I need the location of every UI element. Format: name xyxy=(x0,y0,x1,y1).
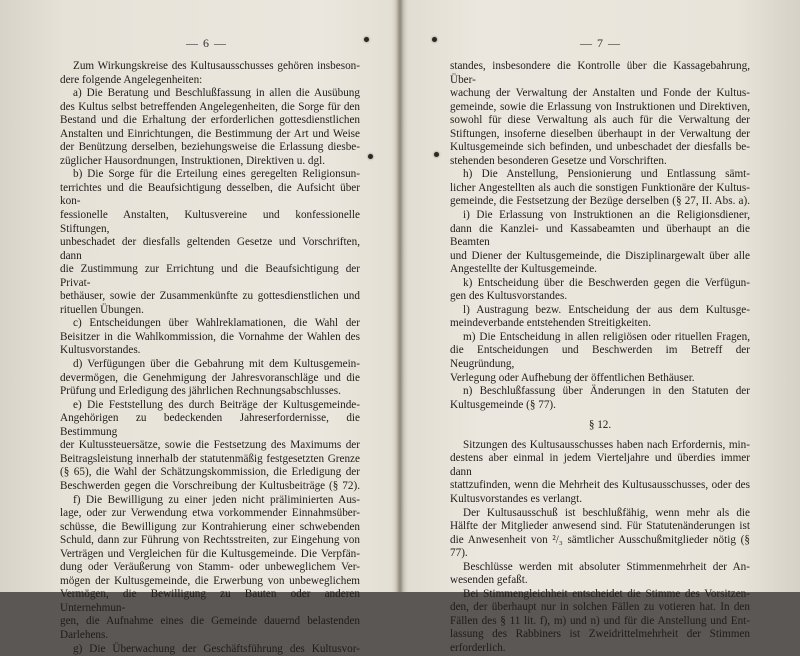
text-line: Schuld, dann zur Führung von Rechtsstreiten, zur Eingehung von xyxy=(60,534,360,547)
text-line: Anstalten und Einrichtungen, die Bestimmung der Art und Weise xyxy=(60,127,360,140)
text-line: Fällen des § 11 lit. f), m) und n) und für die Anstellung und Ent- xyxy=(450,614,750,627)
text-line: n) Beschlußfassung über Änderungen in den Statuten der xyxy=(463,385,750,398)
text-line: Beschlüsse werden mit absoluter Stimmenmehrheit der An- xyxy=(463,560,750,573)
text-line: Zum Wirkungskreise des Kultusausschusses gehören insbeson- xyxy=(73,60,360,72)
text-line: rituellen Übungen. xyxy=(60,303,144,316)
text-line: der Benützung derselben, beziehungsweise die Erlassung diesbe- xyxy=(60,141,360,154)
right-page-text xyxy=(450,60,750,656)
text-line: k) Entscheidung über die Beschwerden gegen die Verfügun- xyxy=(463,276,750,289)
text-line: lassung des Rabbiners ist Zweidrittelmehrheit der Stimmen erforderlich. xyxy=(450,628,750,654)
text-line: (§ 65), die Wahl der Schätzungskommission, die Erledigung der xyxy=(60,466,360,479)
text-line: meindeverbande entstehenden Streitigkeiten. xyxy=(450,317,651,330)
text-line: lage, oder zur Verwendung etwa vorkommender Einnahmsüber- xyxy=(60,507,360,520)
text-line: Sitzungen des Kultusausschusses haben nach Erfordernis, min- xyxy=(463,438,750,451)
text-line: wesenden gefaßt. xyxy=(450,574,528,587)
text-line: Bei Stimmengleichheit entscheidet die Stimme des Vorsitzen- xyxy=(463,587,750,600)
text-line: Bestand und die Erhaltung der erforderlichen gottesdienstlichen xyxy=(60,114,360,127)
text-line: bethäuser, sowie der Zusammenkünfte zu gottesdienstlichen und xyxy=(60,290,360,303)
text-line: die Zustimmung zur Errichtung und die Beaufsichtigung der Privat- xyxy=(60,263,360,289)
text-line: c) Entscheidungen über Wahlreklamationen, die Wahl der xyxy=(73,317,360,330)
text-line: die Entscheidungen und Beschwerden im Betreff der Neugründung, xyxy=(450,344,750,371)
text-line: f) Die Bewilligung zu einer jeden nicht präliminierten Aus- xyxy=(73,493,360,506)
text-line: und Diener der Kultusgemeinde, die Disziplinargewalt über alle xyxy=(450,249,750,262)
text-line: e) Die Feststellung des durch Beiträge der Kultusgemeinde- xyxy=(73,398,360,411)
text-line: mögen der Kultusgemeinde, die Erwerbung von unbeweglichem xyxy=(60,574,360,587)
text-line: dann die Kanzlei- und Kassabeamten und überhaupt an die Beamten xyxy=(450,222,750,249)
text-line: Darlehens. xyxy=(60,628,109,641)
text-line: destens aber einmal in jedem Vierteljahre und überdies immer dann xyxy=(450,452,750,478)
text-line: den, der überhaupt nur in solchen Fällen zu votieren hat. In den xyxy=(450,601,750,614)
text-line: terrichtes und die Beaufsichtigung desselben, die Aufsicht über kon- xyxy=(60,181,360,208)
text-line: gen, die Aufnahme eines die Gemeinde dauernd belastenden xyxy=(60,615,360,628)
text-line: Beisitzer in die Wahlkommission, die Vornahme der Wahlen des xyxy=(60,330,360,343)
text-line: fessionelle Anstalten, Kultusvereine und konfessionelle Stiftungen, xyxy=(60,209,360,235)
text-line: die Anwesenheit von ²/₃ sämtlicher Ausschußmitglieder nötig (§ 77). xyxy=(450,533,750,560)
text-line: stattzufinden, wenn die Mehrheit des Kultusausschusses, oder des xyxy=(450,479,750,492)
text-line: Kultusvorstandes es verlangt. xyxy=(450,492,583,505)
text-line: b) Die Sorge für die Erteilung eines geregelten Religionsun- xyxy=(73,168,360,181)
text-line: Vermögen, die Bewilligung zu Bauten oder anderen Unternehmun- xyxy=(60,588,360,614)
staple-hole-icon xyxy=(434,152,439,157)
text-line: Kultusgemeinde sich befinden, und unbeschadet der diesfalls be- xyxy=(450,141,750,154)
text-line: der Kultussteuersätze, sowie die Festsetzung des Maximums der xyxy=(60,439,360,452)
text-line: l) Austragung bezw. Entscheidung der aus dem Kultusge- xyxy=(463,303,750,316)
text-line: wachung der Verwaltung der Anstalten und Fonde der Kultus- xyxy=(450,87,750,100)
text-line: devermögen, die Genehmigung der Jahresvoranschläge und die xyxy=(60,371,360,384)
text-line: Kultusvorstandes. xyxy=(60,344,141,357)
text-line: Angestellte der Kultusgemeinde. xyxy=(450,263,597,276)
text-line: gen des Kultusvorstandes. xyxy=(450,290,568,303)
text-line: Der Kultusausschuß ist beschlußfähig, wenn mehr als die xyxy=(463,506,750,519)
text-line: d) Verfügungen über die Gebahrung mit dem Kultusgemein- xyxy=(73,358,360,371)
text-line: g) Die Überwachung der Geschäftsführung des Kultusvor- xyxy=(73,642,360,655)
text-line: unbeschadet der diesfalls geltenden Gesetze und Vorschriften, dann xyxy=(60,236,360,262)
page-number-left: — 6 — xyxy=(186,36,227,50)
text-line: a) Die Beratung und Beschlußfassung in allen die Ausübung xyxy=(73,87,360,100)
text-line: züglicher Hausordnungen, Instruktionen, Direktiven u. dgl. xyxy=(60,154,326,167)
text-line: dere folgende Angelegenheiten: xyxy=(60,73,203,86)
text-line: Stiftungen, insoferne dieselben überhaupt in der Verwaltung der xyxy=(450,127,750,140)
text-line: schüsse, die Bewilligung zur Kontrahierung einer schwebenden xyxy=(60,520,360,533)
text-line: licher Angestellten als auch die sonstigen Funktionäre der Kultus- xyxy=(450,181,750,194)
text-line: Beitragsleistung innerhalb der statutenmäßig festgesetzten Grenze xyxy=(60,452,360,465)
text-line: Kultusgemeinde (§ 77). xyxy=(450,398,556,411)
paragraphs-after-section xyxy=(450,439,750,656)
text-line: Angehörigen zu bedeckenden Jahreserfordernisse, die Bestimmung xyxy=(60,412,360,438)
section-heading: § 12. xyxy=(588,419,612,432)
text-line: Verlegung oder Aufhebung der öffentlichen Bethäuser. xyxy=(450,371,695,384)
text-line: i) Die Erlassung von Instruktionen an die Religionsdiener, xyxy=(463,209,750,222)
staple-hole-icon xyxy=(432,37,437,42)
text-line: des Kultus selbst betreffenden Angelegenheiten, die Sorge für den xyxy=(60,100,360,113)
right-page xyxy=(402,0,800,654)
text-line: Prüfung und Erledigung des jährlichen Rechnungsabschlusses. xyxy=(60,385,341,398)
staple-hole-icon xyxy=(368,154,373,159)
text-line: Verträgen und Vergleichen für die Kultusgemeinde. Die Verpfän- xyxy=(60,547,360,560)
page-number-right: — 7 — xyxy=(580,36,621,50)
text-line: gemeinde, sowie die Erlassung von Instruktionen und Direktiven, xyxy=(450,100,750,113)
text-line: stehenden besonderen Gesetze und Vorschriften. xyxy=(450,154,667,167)
text-line: standes, insbesondere die Kontrolle über die Kassagebahrung, Über- xyxy=(450,60,750,86)
left-page xyxy=(0,0,398,655)
paragraphs-before-section xyxy=(450,60,750,412)
text-line: Beschwerden gegen die Vorschreibung der Kultusbeiträge (§ 72). xyxy=(60,479,360,492)
text-line: sowohl für diese Verwaltung als auch für die Verwaltung der xyxy=(450,114,750,127)
text-line: dung oder Veräußerung von Stamm- oder unbeweglichem Ver- xyxy=(60,561,360,574)
staple-hole-icon xyxy=(364,37,369,42)
text-line: m) Die Entscheidung in allen religiösen oder rituellen Fragen, xyxy=(463,330,750,343)
text-line: gemeinde, die Festsetzung der Bezüge derselben (§ 27, II. Abs. a). xyxy=(450,195,750,208)
text-line: Hälfte der Mitglieder anwesend sind. Für Statutenänderungen ist xyxy=(450,520,750,533)
left-page-text xyxy=(60,60,360,656)
text-line: h) Die Anstellung, Pensionierung und Entlassung sämt- xyxy=(463,168,750,181)
